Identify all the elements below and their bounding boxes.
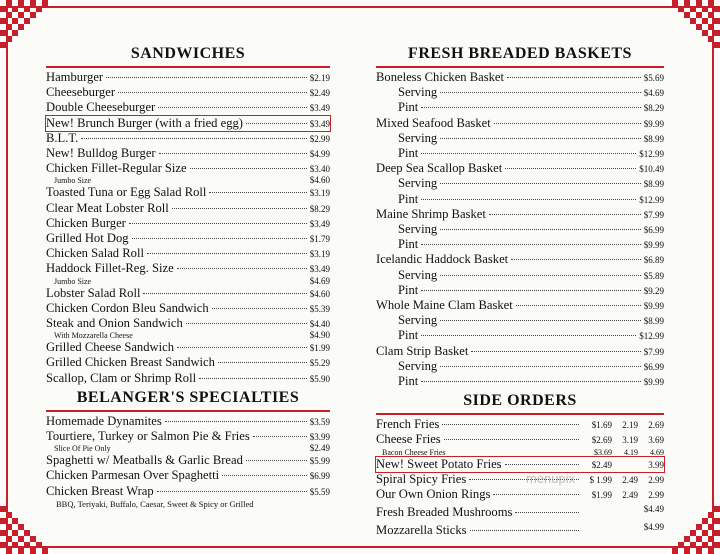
item-price: $4.99	[309, 149, 330, 160]
leader-dots	[421, 335, 636, 336]
leader-dots	[515, 512, 579, 513]
item-price: $3.40	[309, 164, 330, 175]
item-price: $7.99	[643, 209, 664, 220]
leader-dots	[516, 305, 641, 306]
leader-dots	[421, 153, 636, 154]
sandwiches-list	[46, 70, 330, 386]
menu-item	[46, 246, 330, 261]
leader-dots	[165, 421, 307, 422]
item-price: $7.99	[643, 346, 664, 357]
item-name: Cheeseburger	[46, 85, 116, 100]
item-price: $5.90	[309, 373, 330, 384]
item-price: $6.89	[643, 255, 664, 266]
item-name: Maine Shrimp Basket	[376, 206, 486, 221]
item-price: $4.69	[309, 275, 330, 286]
menu-item	[46, 231, 330, 246]
item-name: Clear Meat Lobster Roll	[46, 200, 169, 215]
menu-item	[46, 277, 330, 286]
baskets-list	[376, 70, 664, 389]
price-cell	[582, 520, 612, 534]
leader-dots	[505, 464, 579, 465]
menu-item	[376, 328, 664, 343]
leader-dots	[118, 92, 307, 93]
leader-dots	[199, 378, 307, 379]
item-name: Serving	[398, 267, 438, 282]
price-cell: $ 1.99	[589, 474, 612, 485]
menu-item	[46, 146, 330, 161]
item-price: $9.99	[643, 240, 664, 251]
right-column	[376, 45, 664, 537]
leader-dots	[172, 208, 307, 209]
price-columns	[582, 520, 664, 534]
item-name: Jumbo Size	[54, 176, 92, 186]
menu-item	[376, 359, 664, 374]
side-order-item	[376, 448, 664, 457]
price-columns	[582, 488, 664, 502]
leader-dots	[440, 183, 641, 184]
side-order-item	[376, 502, 664, 519]
item-name: Cheese Fries	[376, 432, 441, 447]
item-name: Grilled Cheese Sandwich	[46, 340, 175, 355]
item-name: Pint	[398, 328, 419, 343]
leader-dots	[493, 494, 579, 495]
menu-item	[376, 252, 664, 267]
item-name: Pint	[398, 237, 419, 252]
menu-item	[376, 146, 664, 161]
leader-dots	[421, 244, 640, 245]
leader-dots	[157, 491, 307, 492]
item-name: Pint	[398, 282, 419, 297]
side-order-item	[376, 487, 664, 502]
leader-dots	[444, 439, 579, 440]
menu-item	[46, 301, 330, 316]
divider	[46, 410, 330, 412]
leader-dots	[159, 153, 307, 154]
side-order-item	[376, 432, 664, 447]
item-name: Whole Maine Clam Basket	[376, 298, 513, 313]
menu-item	[46, 429, 330, 444]
side-order-item	[376, 457, 664, 472]
specialties-list	[46, 414, 330, 499]
item-name: Fresh Breaded Mushrooms	[376, 505, 513, 520]
item-name: Chicken Salad Roll	[46, 246, 144, 261]
item-name: New! Brunch Burger (with a fried egg)	[46, 115, 244, 130]
item-price: $4.60	[309, 288, 330, 299]
leader-dots	[177, 347, 307, 348]
item-price: $4.60	[309, 175, 330, 186]
item-name: Toasted Tuna or Egg Salad Roll	[46, 185, 207, 200]
price-cell: $4.99	[643, 521, 664, 532]
item-name: Clam Strip Basket	[376, 343, 469, 358]
menu-item	[376, 374, 664, 389]
item-price: $5.89	[643, 270, 664, 281]
menu-item	[46, 331, 330, 340]
item-name: Pint	[398, 146, 419, 161]
menu-item	[46, 468, 330, 483]
item-name: Lobster Salad Roll	[46, 285, 141, 300]
leader-dots	[440, 275, 641, 276]
specialties-heading: BELANGER'S SPECIALTIES	[76, 388, 300, 406]
menu-item	[46, 453, 330, 468]
leader-dots	[222, 475, 307, 476]
menu-item	[46, 100, 330, 115]
leader-dots	[81, 138, 306, 139]
price-columns	[582, 433, 664, 447]
price-cell: 3.19	[622, 435, 638, 446]
leader-dots	[106, 77, 307, 78]
item-price: $8.99	[643, 316, 664, 327]
item-price: $12.99	[639, 194, 664, 205]
item-price: $8.29	[309, 203, 330, 214]
leader-dots	[440, 138, 641, 139]
menu-item	[376, 222, 664, 237]
item-name: Chicken Parmesan Over Spaghetti	[46, 468, 220, 483]
menu-item	[46, 371, 330, 386]
item-price: $9.29	[643, 285, 664, 296]
price-cell: 2.49	[622, 474, 638, 485]
menu-item	[376, 100, 664, 115]
item-name: Haddock Fillet-Reg. Size	[46, 261, 174, 276]
item-name: Scallop, Clam or Shrimp Roll	[46, 370, 197, 385]
item-name: Bacon Cheese Fries	[382, 447, 446, 457]
leader-dots	[505, 168, 636, 169]
item-name: Spaghetti w/ Meatballs & Garlic Bread	[46, 453, 243, 468]
leader-dots	[442, 424, 579, 425]
price-columns	[582, 458, 664, 472]
item-name: New! Sweet Potato Fries	[376, 456, 502, 471]
leader-dots	[246, 123, 307, 124]
item-name: Serving	[398, 130, 438, 145]
menu-item	[46, 161, 330, 176]
item-price: $9.99	[643, 377, 664, 388]
item-name: Grilled Hot Dog	[46, 231, 129, 246]
item-name: Serving	[398, 313, 438, 328]
item-price: $6.99	[643, 225, 664, 236]
leader-dots	[470, 530, 579, 531]
leader-dots	[440, 320, 641, 321]
leader-dots	[143, 293, 306, 294]
price-columns	[582, 502, 664, 516]
menu-item	[46, 414, 330, 429]
item-price: $5.29	[309, 358, 330, 369]
sandwiches-heading: SANDWICHES	[130, 45, 246, 62]
price-cell: 2.99	[648, 490, 664, 501]
item-price: $8.99	[643, 179, 664, 190]
price-cell: 2.19	[622, 420, 638, 431]
item-price: $3.19	[309, 188, 330, 199]
item-price: $8.99	[643, 133, 664, 144]
item-name: Icelandic Haddock Basket	[376, 252, 509, 267]
side-order-item	[376, 417, 664, 432]
side-orders-list	[376, 417, 664, 537]
menu-item	[376, 313, 664, 328]
menu-item	[46, 176, 330, 185]
leader-dots	[440, 229, 641, 230]
price-cell	[612, 458, 638, 472]
item-price: $6.99	[309, 471, 330, 482]
leader-dots	[440, 366, 641, 367]
menu-item	[376, 207, 664, 222]
price-cell: 2.49	[622, 490, 638, 501]
item-name: Hamburger	[46, 70, 104, 84]
leader-dots	[190, 168, 307, 169]
price-cell	[582, 502, 612, 516]
price-columns	[582, 418, 664, 432]
leader-dots	[209, 192, 306, 193]
leader-dots	[177, 268, 307, 269]
price-cell: 4.19	[624, 447, 638, 457]
item-name: Tourtiere, Turkey or Salmon Pie & Fries	[46, 429, 250, 444]
item-name: Jumbo Size	[54, 276, 92, 286]
item-price: $10.49	[639, 164, 664, 175]
item-price: $3.49	[309, 218, 330, 229]
item-price: $3.49	[309, 118, 330, 129]
menu-item	[376, 344, 664, 359]
leader-dots	[421, 290, 640, 291]
leader-dots	[421, 107, 640, 108]
price-cell	[612, 502, 638, 516]
menu-item	[46, 216, 330, 231]
side-orders-heading: SIDE ORDERS	[463, 392, 577, 410]
item-price: $5.59	[309, 486, 330, 497]
item-name: Grilled Chicken Breast Sandwich	[46, 355, 215, 370]
leader-dots	[253, 436, 307, 437]
leader-dots	[218, 362, 307, 363]
left-column	[46, 45, 330, 509]
item-price: $5.99	[309, 456, 330, 467]
menu-item	[376, 176, 664, 191]
menu-item	[46, 316, 330, 331]
item-name: Pint	[398, 100, 419, 115]
item-name: With Mozzarella Cheese	[54, 331, 133, 341]
item-price: $12.99	[639, 331, 664, 342]
item-price: $6.99	[643, 361, 664, 372]
menu-item	[376, 131, 664, 146]
item-name: Mozzarella Sticks	[376, 522, 467, 537]
item-price: $3.99	[309, 432, 330, 443]
item-price: $5.39	[309, 303, 330, 314]
menu-item	[46, 201, 330, 216]
item-name: Serving	[398, 85, 438, 100]
item-name: Chicken Burger	[46, 215, 126, 230]
item-price: $12.99	[639, 149, 664, 160]
menu-item	[46, 355, 330, 370]
menu-item	[46, 340, 330, 355]
divider	[46, 66, 330, 68]
menu-item	[376, 85, 664, 100]
item-price: $1.99	[309, 343, 330, 354]
leader-dots	[246, 460, 307, 461]
price-cell: $1.69	[591, 420, 612, 431]
price-cell: 2.69	[648, 420, 664, 431]
leader-dots	[494, 123, 641, 124]
price-cell: 3.99	[648, 459, 664, 470]
leader-dots	[132, 238, 307, 239]
item-price: $5.69	[643, 73, 664, 83]
baskets-heading: FRESH BREADED BASKETS	[408, 45, 632, 62]
item-name: Steak and Onion Sandwich	[46, 316, 183, 331]
item-name: Our Own Onion Rings	[376, 487, 491, 502]
side-order-item	[376, 472, 664, 487]
item-name: Spiral Spicy Fries	[376, 471, 467, 486]
item-price: $4.90	[309, 330, 330, 341]
wrap-note: BBQ, Teriyaki, Buffalo, Caesar, Sweet & Spicy or Grilled	[56, 498, 254, 509]
price-cell: 3.69	[648, 435, 664, 446]
wrap-note-row	[46, 499, 330, 509]
item-price: $8.29	[643, 103, 664, 114]
menu-item	[376, 237, 664, 252]
item-name: Pint	[398, 191, 419, 206]
item-price: $2.49	[309, 443, 330, 454]
menu-item	[46, 444, 330, 453]
item-name: Chicken Breast Wrap	[46, 483, 154, 498]
leader-dots	[489, 214, 641, 215]
price-cell: 4.69	[650, 447, 664, 457]
menu-item	[376, 192, 664, 207]
menu-item	[46, 70, 330, 85]
divider	[376, 413, 664, 415]
price-cell: $2.69	[591, 435, 612, 446]
item-name: New! Bulldog Burger	[46, 146, 156, 161]
price-cell: $1.99	[591, 490, 612, 501]
item-name: Serving	[398, 222, 438, 237]
item-name: Pint	[398, 374, 419, 389]
menu-item	[46, 131, 330, 146]
item-price: $4.69	[643, 88, 664, 99]
menu-item	[376, 298, 664, 313]
leader-dots	[158, 107, 307, 108]
leader-dots	[147, 253, 307, 254]
item-name: Slice Of Pie Only	[54, 444, 111, 454]
watermark: menupix	[526, 471, 576, 486]
item-name: Mixed Seafood Basket	[376, 115, 491, 130]
price-cell: $3.69	[594, 447, 612, 457]
menu-item	[46, 484, 330, 499]
price-cell: $2.49	[591, 459, 612, 470]
leader-dots	[421, 381, 640, 382]
leader-dots	[507, 77, 641, 78]
menu-item	[376, 161, 664, 176]
item-name: Serving	[398, 358, 438, 373]
leader-dots	[511, 259, 641, 260]
menu-item	[376, 268, 664, 283]
menu-item	[376, 116, 664, 131]
item-name: Double Cheeseburger	[46, 100, 156, 115]
item-name: Boneless Chicken Basket	[376, 70, 505, 84]
menu-item	[376, 283, 664, 298]
item-name: Homemade Dynamites	[46, 413, 162, 428]
item-price: $3.49	[309, 103, 330, 114]
item-price: $4.40	[309, 319, 330, 330]
menu-item	[46, 185, 330, 200]
item-price: $2.99	[309, 133, 330, 144]
item-price: $3.59	[309, 416, 330, 427]
price-columns	[582, 448, 664, 457]
leader-dots	[129, 223, 307, 224]
leader-dots	[212, 308, 307, 309]
item-price: $2.19	[309, 73, 330, 83]
price-cell: $4.49	[643, 504, 664, 515]
item-price: $3.49	[309, 264, 330, 275]
item-price: $9.99	[643, 301, 664, 312]
menu-item	[46, 261, 330, 276]
leader-dots	[471, 351, 640, 352]
item-name: B.L.T.	[46, 130, 79, 145]
item-price: $2.49	[309, 88, 330, 99]
side-order-item	[376, 520, 664, 537]
menu-item	[46, 85, 330, 100]
leader-dots	[186, 323, 307, 324]
leader-dots	[421, 199, 636, 200]
item-name: Serving	[398, 176, 438, 191]
item-name: Deep Sea Scallop Basket	[376, 161, 503, 176]
item-name: Chicken Cordon Bleu Sandwich	[46, 300, 209, 315]
menu-item	[46, 116, 330, 131]
menu-item	[376, 70, 664, 85]
price-cell: 2.99	[648, 474, 664, 485]
item-price: $3.19	[309, 249, 330, 260]
price-columns	[582, 473, 664, 487]
item-price: $1.79	[309, 234, 330, 245]
item-price: $9.99	[643, 118, 664, 129]
price-cell	[612, 520, 638, 534]
leader-dots	[440, 92, 641, 93]
menu-item	[46, 286, 330, 301]
divider	[376, 66, 664, 68]
item-name: French Fries	[376, 417, 440, 432]
item-name: Chicken Fillet-Regular Size	[46, 161, 187, 176]
